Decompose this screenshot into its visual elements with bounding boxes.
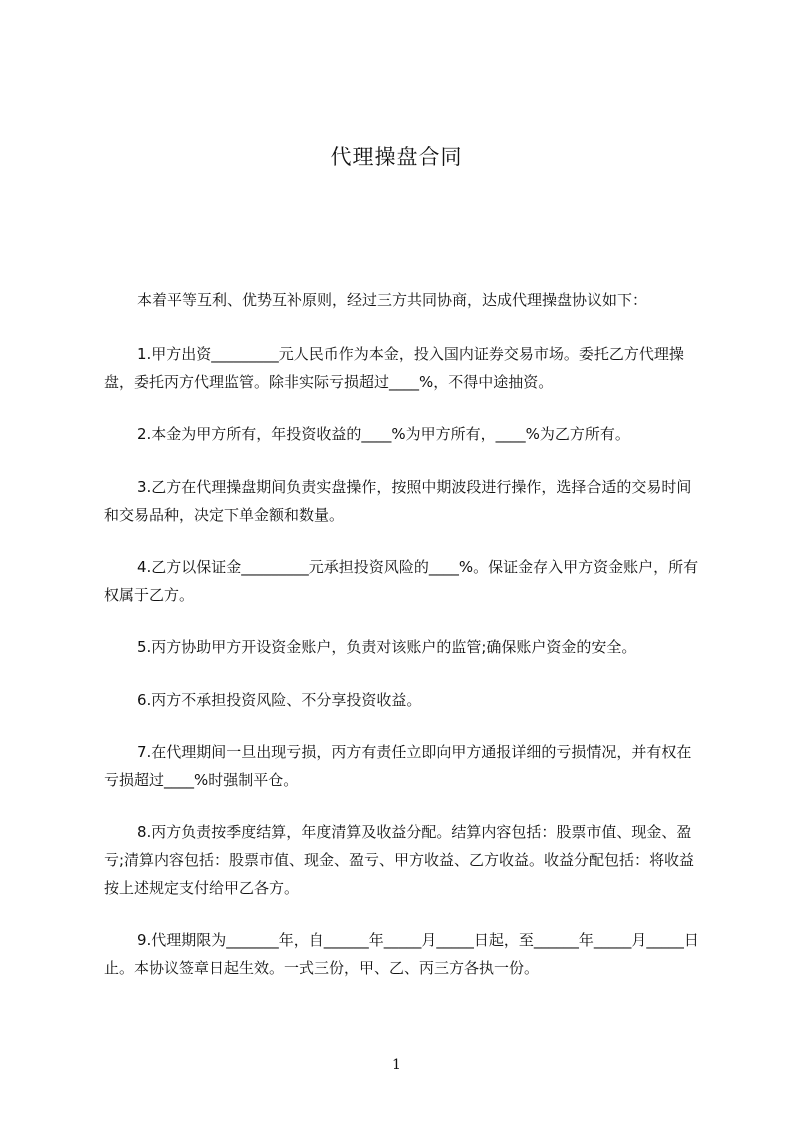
clause-2: 2.本金为甲方所有，年投资收益的____%为甲方所有，____%为乙方所有。 (137, 425, 630, 443)
clause-7: 7.在代理期间一旦出现亏损，丙方有责任立即向甲方通报详细的亏损情况，并有权在亏损超过____%时强制平仓。 (104, 743, 692, 789)
clause-8: 8.丙方负责按季度结算，年度清算及收益分配。结算内容包括：股票市值、现金、盈亏;清算内容包括：股票市值、现金、盈亏、甲方收益、乙方收益。收益分配包括：将收益按上述规定支付给甲乙各方。 (104, 823, 695, 897)
page-number: 1 (392, 1057, 401, 1073)
clause-6: 6.丙方不承担投资风险、不分享投资收益。 (137, 691, 422, 709)
clause-4: 4.乙方以保证金_________元承担投资风险的____%。保证金存入甲方资金账户，所有权属于乙方。 (104, 558, 699, 604)
clause-1: 1.甲方出资_________元人民币作为本金，投入国内证券交易市场。委托乙方代理操盘，委托丙方代理监管。除非实际亏损超过____%，不得中途抽资。 (104, 345, 684, 391)
clause-9: 9.代理期限为_______年，自______年_____月_____日起，至______年_____月_____日止。本协议签章日起生效。一式三份，甲、乙、丙三方各执一份。 (104, 931, 699, 977)
intro-paragraph: 本着平等互利、优势互补原则，经过三方共同协商，达成代理操盘协议如下： (137, 291, 648, 309)
document-title: 代理操盘合同 (330, 145, 463, 169)
clause-5: 5.丙方协助甲方开设资金账户，负责对该账户的监管;确保账户资金的安全。 (137, 638, 637, 656)
clause-3: 3.乙方在代理操盘期间负责实盘操作，按照中期波段进行操作，选择合适的交易时间和交易品种，决定下单金额和数量。 (104, 478, 692, 524)
